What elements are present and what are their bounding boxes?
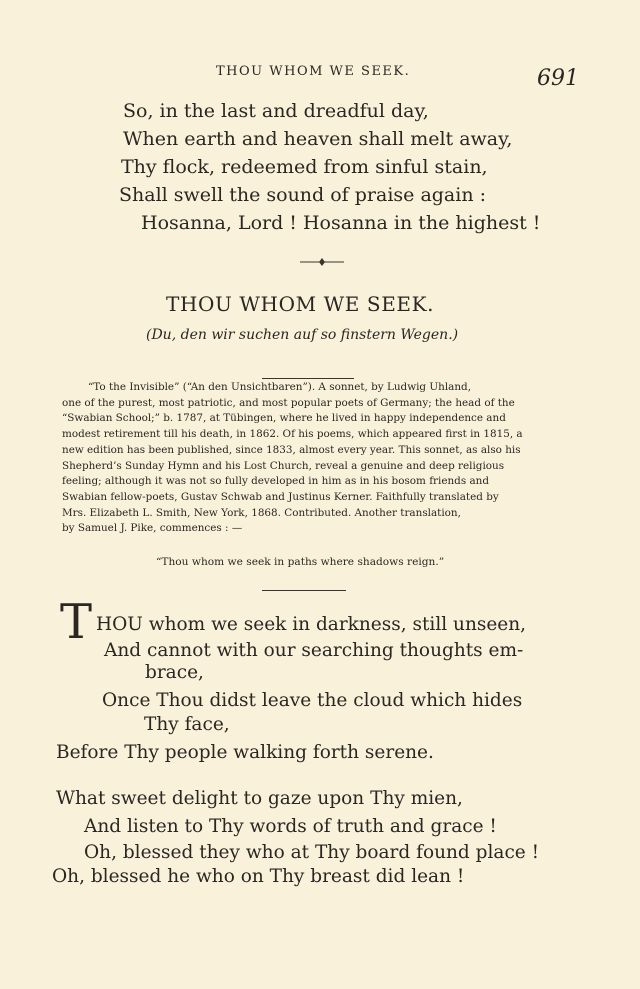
hymn-title: THOU WHOM WE SEEK. xyxy=(166,292,435,316)
verse-line: What sweet delight to gaze upon Thy mien, xyxy=(56,788,463,809)
hymn-note xyxy=(62,380,558,537)
verse-line: Hosanna, Lord ! Hosanna in the highest ! xyxy=(141,212,541,234)
hymn-subtitle: (Du, den wir suchen auf so finstern Wegen.) xyxy=(146,327,459,343)
note-line: modest retirement till his death, in 1862. Of his poems, which appeared first in 1815, a xyxy=(62,428,523,441)
note-line: “To the Invisible” (“An den Unsichtbaren”). A sonnet, by Ludwig Uhland, xyxy=(88,381,471,393)
verse-line: When earth and heaven shall melt away, xyxy=(123,128,513,150)
drop-cap: T xyxy=(60,594,93,650)
verse-line: And listen to Thy words of truth and grace ! xyxy=(84,816,497,837)
rule xyxy=(262,378,354,379)
rule xyxy=(262,590,346,591)
note-line: Swabian fellow-poets, Gustav Schwab and Justinus Kerner. Faithfully translated by xyxy=(62,490,499,503)
alternate-first-line: “Thou whom we seek in paths where shadows reign.” xyxy=(156,556,445,568)
verse-line: brace, xyxy=(145,662,204,683)
running-head: THOU WHOM WE SEEK. xyxy=(216,64,411,79)
page-number: 691 xyxy=(537,66,579,91)
verse-line: Oh, blessed they who at Thy board found place ! xyxy=(84,842,540,863)
note-line: Mrs. Elizabeth L. Smith, New York, 1868. Contributed. Another translation, xyxy=(62,506,461,519)
note-line: “Swabian School;” b. 1787, at Tübingen, where he lived in happy independence and xyxy=(62,412,506,425)
verse-line: So, in the last and dreadful day, xyxy=(123,100,429,122)
ornament-divider xyxy=(300,257,344,267)
verse-line: Thy face, xyxy=(144,714,230,735)
note-line: feeling; although it was not so fully developed in him as in his bosom friends and xyxy=(62,475,490,488)
verse-line: And cannot with our searching thoughts em- xyxy=(104,640,524,661)
verse-line: HOU whom we seek in darkness, still unseen, xyxy=(96,614,527,635)
note-line: one of the purest, most patriotic, and most popular poets of Germany; the head of the xyxy=(62,396,515,409)
note-line: by Samuel J. Pike, commences : — xyxy=(62,522,243,535)
note-line: new edition has been published, since 1833, almost every year. This sonnet, as also his xyxy=(62,443,521,456)
verse-line: Thy flock, redeemed from sinful stain, xyxy=(121,156,488,178)
verse-line: Oh, blessed he who on Thy breast did lean ! xyxy=(52,866,465,887)
note-line: Shepherd’s Sunday Hymn and his Lost Church, reveal a genuine and deep religious xyxy=(62,459,505,472)
verse-line: Shall swell the sound of praise again : xyxy=(119,184,487,206)
verse-line: Once Thou didst leave the cloud which hides xyxy=(102,690,523,711)
verse-line: Before Thy people walking forth serene. xyxy=(56,742,434,763)
